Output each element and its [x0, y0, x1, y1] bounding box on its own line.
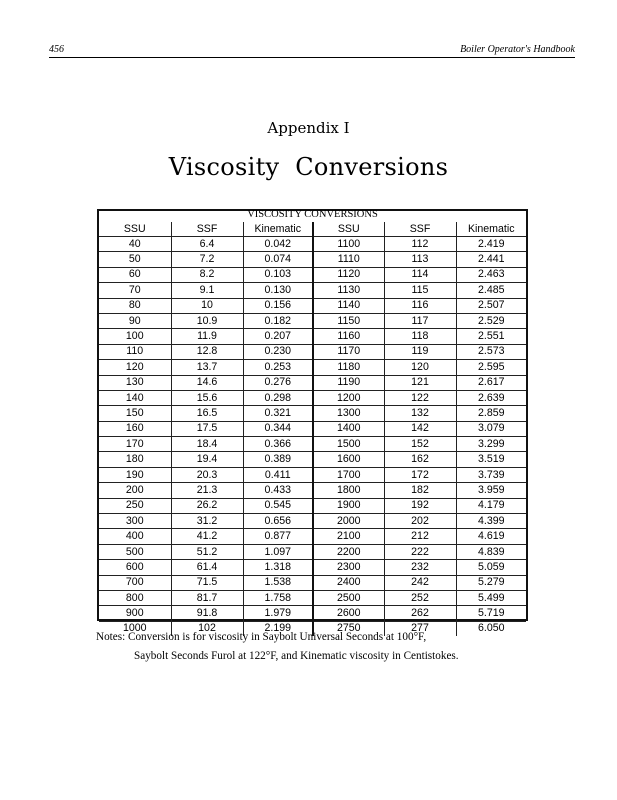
table-row — [99, 313, 526, 328]
table-cell: 3.519 — [456, 452, 526, 467]
table-cell: 1400 — [313, 421, 384, 436]
table-cell: 3.079 — [456, 421, 526, 436]
table-cell: 9.1 — [171, 283, 243, 298]
table-cell: 250 — [99, 498, 171, 513]
table-cell: 162 — [384, 452, 456, 467]
table-cell: 232 — [384, 560, 456, 575]
table-cell: 0.656 — [243, 514, 313, 529]
table-cell: 0.130 — [243, 283, 313, 298]
table-cell: 0.298 — [243, 390, 313, 405]
table-cell: 1600 — [313, 452, 384, 467]
table-cell: 600 — [99, 560, 171, 575]
table-cell: 16.5 — [171, 406, 243, 421]
table-cell: 0.389 — [243, 452, 313, 467]
table-cell: 2.485 — [456, 283, 526, 298]
table-cell: 200 — [99, 483, 171, 498]
table-cell: 1160 — [313, 329, 384, 344]
table-row — [99, 590, 526, 605]
table-cell: 0.545 — [243, 498, 313, 513]
column-header: SSU — [99, 222, 171, 237]
table-cell: 170 — [99, 437, 171, 452]
table-cell: 1.979 — [243, 606, 313, 621]
table-caption: VISCOSITY CONVERSIONS — [247, 209, 378, 220]
table-cell: 0.877 — [243, 529, 313, 544]
table-cell: 4.839 — [456, 544, 526, 559]
table-cell: 5.059 — [456, 560, 526, 575]
table-cell: 119 — [384, 344, 456, 359]
table-row — [99, 437, 526, 452]
table-cell: 190 — [99, 467, 171, 482]
running-header — [49, 44, 575, 58]
table-header-row — [99, 222, 526, 237]
table-cell: 2750 — [313, 621, 384, 636]
table-cell: 21.3 — [171, 483, 243, 498]
column-header: Kinematic — [456, 222, 526, 237]
table-cell: 1300 — [313, 406, 384, 421]
table-cell: 91.8 — [171, 606, 243, 621]
table-cell: 14.6 — [171, 375, 243, 390]
table-cell: 70 — [99, 283, 171, 298]
table-cell: 1000 — [99, 621, 171, 636]
table-cell: 2300 — [313, 560, 384, 575]
table-cell: 2.529 — [456, 313, 526, 328]
table-cell: 192 — [384, 498, 456, 513]
table-row — [99, 375, 526, 390]
table-cell: 0.042 — [243, 237, 313, 252]
table-cell: 50 — [99, 252, 171, 267]
table-cell: 222 — [384, 544, 456, 559]
table-cell: 0.156 — [243, 298, 313, 313]
table-cell: 1.097 — [243, 544, 313, 559]
table-cell: 0.207 — [243, 329, 313, 344]
table-cell: 6.050 — [477, 622, 505, 635]
table-cell: 19.4 — [171, 452, 243, 467]
table-cell: 1800 — [313, 483, 384, 498]
table-cell: 150 — [99, 406, 171, 421]
table-cell: 3.299 — [456, 437, 526, 452]
table-cell: 61.4 — [171, 560, 243, 575]
table-cell: 212 — [384, 529, 456, 544]
viscosity-table — [99, 222, 526, 636]
table-cell: 17.5 — [171, 421, 243, 436]
table-cell: 20.3 — [171, 467, 243, 482]
table-cell: 0.366 — [243, 437, 313, 452]
table-cell: 1200 — [313, 390, 384, 405]
table-cell: 0.253 — [243, 360, 313, 375]
table-row — [99, 560, 526, 575]
table-cell: 2.441 — [456, 252, 526, 267]
table-cell: 3.739 — [456, 467, 526, 482]
table-cell: 130 — [99, 375, 171, 390]
table-cell: 40 — [99, 237, 171, 252]
table-cell: 140 — [99, 390, 171, 405]
table-cell: 1100 — [313, 237, 384, 252]
table-cell: 1.538 — [243, 575, 313, 590]
table-cell: 202 — [384, 514, 456, 529]
table-cell: 1190 — [313, 375, 384, 390]
column-header: SSF — [171, 222, 243, 237]
table-cell: 118 — [384, 329, 456, 344]
table-cell: 0.182 — [243, 313, 313, 328]
table-cell: 10 — [171, 298, 243, 313]
table-cell: 242 — [384, 575, 456, 590]
table-cell: 90 — [99, 313, 171, 328]
table-cell: 71.5 — [171, 575, 243, 590]
table-cell: 262 — [384, 606, 456, 621]
table-cell: 172 — [384, 467, 456, 482]
table-cell: 0.321 — [243, 406, 313, 421]
table-cell: 1140 — [313, 298, 384, 313]
table-row — [99, 267, 526, 282]
table-cell: 0.103 — [243, 267, 313, 282]
book-title: Boiler Operator's Handbook — [460, 44, 575, 55]
table-cell: 2200 — [313, 544, 384, 559]
table-cell: 180 — [99, 452, 171, 467]
notes-line-2: Saybolt Seconds Furol at 122°F, and Kinematic viscosity in Centistokes. — [134, 650, 459, 662]
table-cell: 31.2 — [171, 514, 243, 529]
table-row — [99, 498, 526, 513]
table-cell: 132 — [384, 406, 456, 421]
table-row — [99, 298, 526, 313]
table-cell: 2500 — [313, 590, 384, 605]
table-cell: 2.199 — [243, 621, 313, 636]
table-cell: 160 — [99, 421, 171, 436]
table-cell: 1180 — [313, 360, 384, 375]
table-cell: 900 — [99, 606, 171, 621]
table-cell: 1500 — [313, 437, 384, 452]
table-cell: 2.639 — [456, 390, 526, 405]
page-number: 456 — [49, 44, 64, 55]
table-cell: 10.9 — [171, 313, 243, 328]
table-cell: 1130 — [313, 283, 384, 298]
table-cell: 182 — [384, 483, 456, 498]
table-cell: 51.2 — [171, 544, 243, 559]
appendix-label: Appendix I — [267, 119, 350, 137]
viscosity-table-frame — [97, 209, 528, 635]
table-cell: 3.959 — [456, 483, 526, 498]
table-cell: 2.419 — [456, 237, 526, 252]
table-notes — [96, 628, 556, 666]
table-cell: 700 — [99, 575, 171, 590]
table-cell: 0.276 — [243, 375, 313, 390]
table-cell: 120 — [384, 360, 456, 375]
table-cell: 2.551 — [456, 329, 526, 344]
table-cell: 13.7 — [171, 360, 243, 375]
table-cell: 2600 — [313, 606, 384, 621]
table-row — [99, 329, 526, 344]
table-cell: 2.463 — [456, 267, 526, 282]
table-cell: 5.279 — [456, 575, 526, 590]
table-row — [99, 344, 526, 359]
table-cell: 60 — [99, 267, 171, 282]
table-cell: 500 — [99, 544, 171, 559]
table-cell: 2.573 — [456, 344, 526, 359]
table-cell: 41.2 — [171, 529, 243, 544]
table-cell: 113 — [384, 252, 456, 267]
table-cell: 277 — [384, 621, 456, 636]
table-cell: 1700 — [313, 467, 384, 482]
table-cell: 8.2 — [171, 267, 243, 282]
table-row — [99, 283, 526, 298]
table-row — [99, 452, 526, 467]
table-cell: 5.499 — [456, 590, 526, 605]
table-row — [99, 483, 526, 498]
header-rule — [49, 57, 575, 58]
table-row — [99, 421, 526, 436]
table-cell: 142 — [384, 421, 456, 436]
table-cell: 2.507 — [456, 298, 526, 313]
table-row — [99, 467, 526, 482]
table-cell: 0.411 — [243, 467, 313, 482]
table-cell: 0.344 — [243, 421, 313, 436]
table-cell: 110 — [99, 344, 171, 359]
table-cell: 400 — [99, 529, 171, 544]
table-cell: 1.758 — [243, 590, 313, 605]
table-cell: 1.318 — [243, 560, 313, 575]
table-row — [99, 390, 526, 405]
table-cell: 4.399 — [456, 514, 526, 529]
table-cell: 114 — [384, 267, 456, 282]
table-cell: 1150 — [313, 313, 384, 328]
table-cell: 0.074 — [243, 252, 313, 267]
table-row — [99, 544, 526, 559]
table-cell: 2.617 — [456, 375, 526, 390]
table-body — [99, 237, 526, 637]
table-row — [99, 529, 526, 544]
table-cell: 2.595 — [456, 360, 526, 375]
table-cell: 800 — [99, 590, 171, 605]
table-cell: 81.7 — [171, 590, 243, 605]
column-header: SSF — [384, 222, 456, 237]
table-row — [99, 252, 526, 267]
table-cell: 1170 — [313, 344, 384, 359]
column-header: SSU — [313, 222, 384, 237]
table-row — [99, 514, 526, 529]
table-cell: 12.8 — [171, 344, 243, 359]
table-cell: 26.2 — [171, 498, 243, 513]
page-title: Viscosity Conversions — [168, 153, 449, 181]
table-cell: 7.2 — [171, 252, 243, 267]
table-cell: 120 — [99, 360, 171, 375]
table-row — [99, 406, 526, 421]
table-cell: 2100 — [313, 529, 384, 544]
notes-line-1: Notes: Conversion is for viscosity in Saybolt Universal Seconds at 100°F, — [96, 631, 427, 643]
table-row — [99, 575, 526, 590]
table-cell: 112 — [384, 237, 456, 252]
table-cell: 80 — [99, 298, 171, 313]
table-cell: 0.230 — [243, 344, 313, 359]
table-cell: 115 — [384, 283, 456, 298]
table-cell: 116 — [384, 298, 456, 313]
table-cell: 102 — [171, 621, 243, 636]
table-cell: 2.859 — [456, 406, 526, 421]
table-cell: 15.6 — [171, 390, 243, 405]
table-cell: 0.433 — [243, 483, 313, 498]
table-row — [99, 360, 526, 375]
table-cell: 2400 — [313, 575, 384, 590]
table-cell: 1120 — [313, 267, 384, 282]
table-cell: 4.179 — [456, 498, 526, 513]
table-cell: 152 — [384, 437, 456, 452]
table-cell: 100 — [99, 329, 171, 344]
table-row — [99, 237, 526, 252]
table-cell: 5.719 — [456, 606, 526, 621]
table-cell: 300 — [99, 514, 171, 529]
table-cell: 18.4 — [171, 437, 243, 452]
table-cell: 117 — [384, 313, 456, 328]
table-cell: 252 — [384, 590, 456, 605]
table-cell: 1900 — [313, 498, 384, 513]
table-cell: 121 — [384, 375, 456, 390]
table-cell: 6.4 — [171, 237, 243, 252]
column-header: Kinematic — [243, 222, 313, 237]
table-cell: 1110 — [313, 252, 384, 267]
table-cell: 122 — [384, 390, 456, 405]
table-cell: 4.619 — [456, 529, 526, 544]
table-row — [99, 606, 526, 621]
table-cell: 11.9 — [171, 329, 243, 344]
table-cell: 2000 — [313, 514, 384, 529]
